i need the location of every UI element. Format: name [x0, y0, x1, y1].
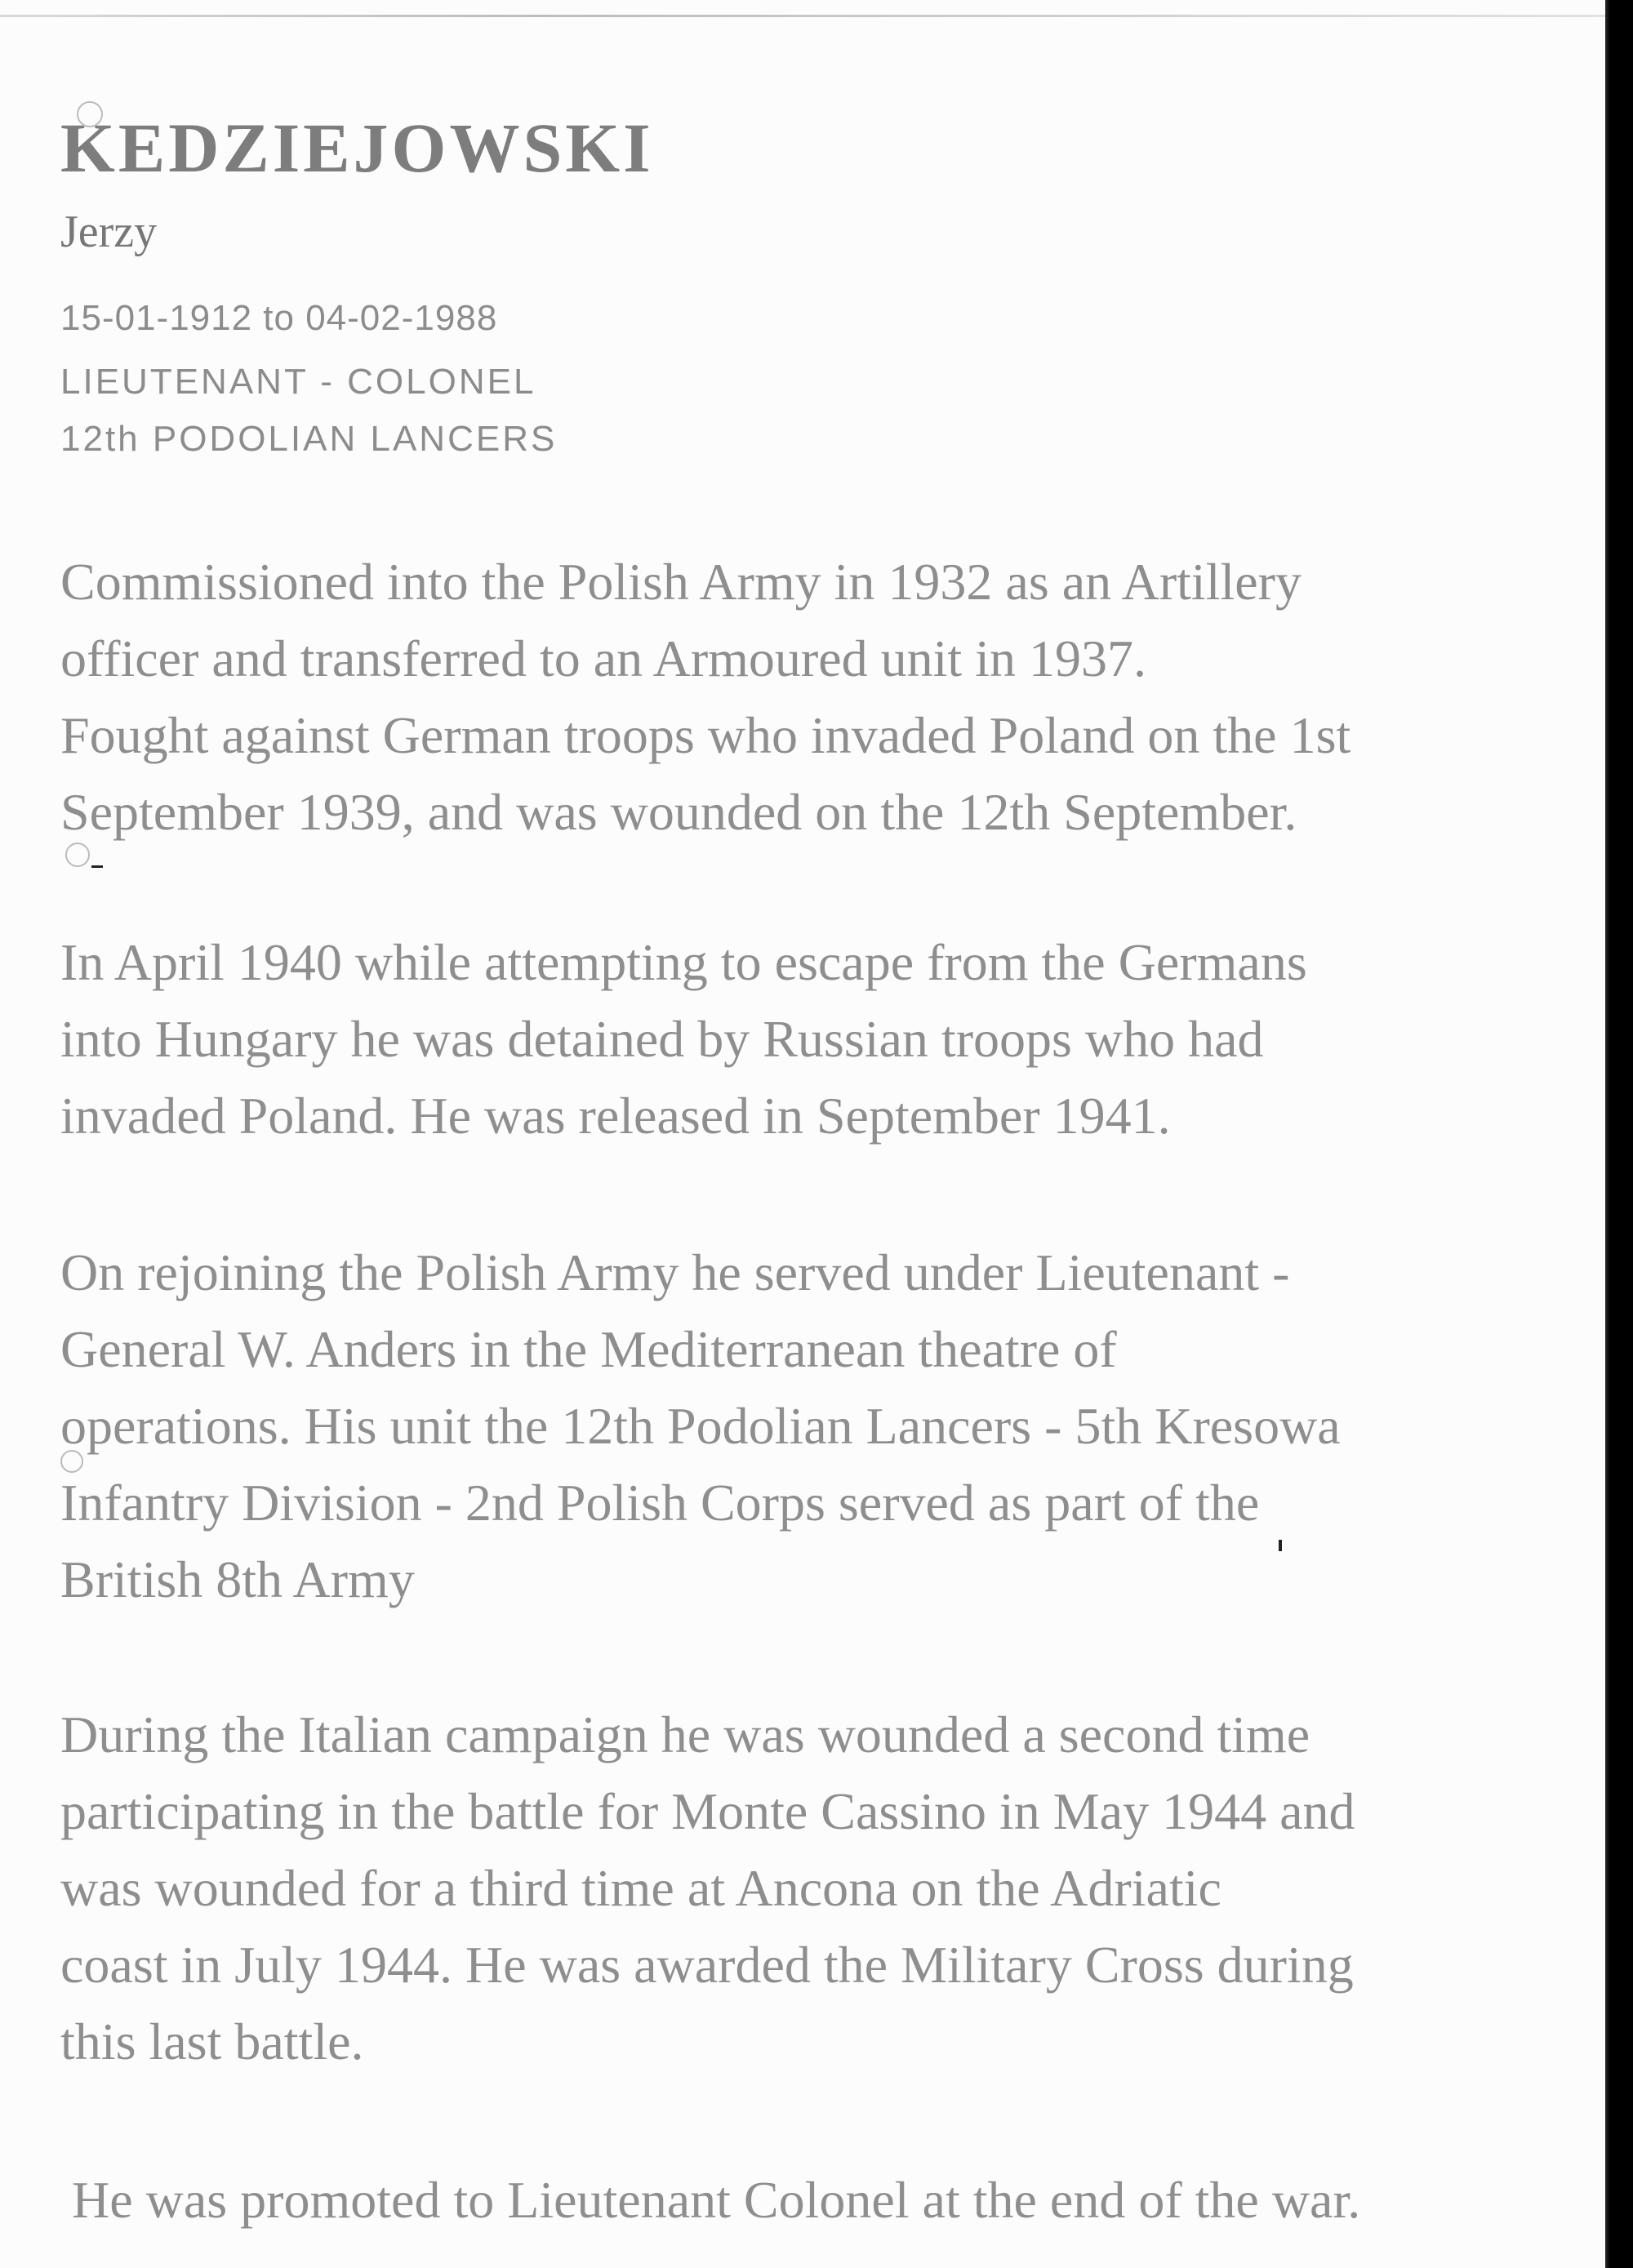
- surname-heading: KEDZIEJOWSKI: [60, 109, 654, 187]
- scan-mark: [91, 865, 103, 868]
- unit-name: 12th PODOLIAN LANCERS: [60, 419, 558, 459]
- text-line: invaded Poland. He was released in September 1941.: [60, 1087, 1171, 1145]
- paragraph-promotion: [72, 2162, 1579, 2239]
- text-line: Fought against German troops who invaded Poland on the 1st: [60, 706, 1351, 764]
- rank: LIEUTENANT - COLONEL: [60, 362, 536, 402]
- text-line: Infantry Division - 2nd Polish Corps served as part of the: [60, 1474, 1260, 1532]
- text-line: participating in the battle for Monte Cassino in May 1944 and: [60, 1782, 1355, 1840]
- life-dates: 15-01-1912 to 04-02-1988: [60, 298, 498, 338]
- text-line: During the Italian campaign he was wounded a second time: [60, 1705, 1310, 1763]
- text-line: He was promoted to Lieutenant Colonel at the end of the war.: [72, 2171, 1361, 2229]
- text-line: into Hungary he was detained by Russian troops who had: [60, 1010, 1264, 1068]
- text-line: British 8th Army: [60, 1550, 415, 1608]
- scan-mark: [1279, 1540, 1282, 1551]
- text-line: In April 1940 while attempting to escape from the Germans: [60, 933, 1307, 991]
- scan-speck: [77, 101, 103, 127]
- text-line: General W. Anders in the Mediterranean theatre of: [60, 1320, 1117, 1378]
- text-line: On rejoining the Polish Army he served under Lieutenant -: [60, 1243, 1290, 1301]
- text-line: this last battle.: [60, 2012, 364, 2070]
- text-line: was wounded for a third time at Ancona on the Adriatic: [60, 1859, 1221, 1917]
- paragraph-italian-campaign: [60, 1697, 1568, 2080]
- scan-edge-shadow: [1605, 0, 1633, 2268]
- paragraph-service: [60, 1234, 1568, 1618]
- paragraph-commission: [60, 544, 1568, 851]
- scan-speck: [65, 843, 90, 867]
- given-name: Jerzy: [60, 207, 158, 257]
- paragraph-detention: [60, 924, 1568, 1154]
- page-top-edge: [0, 15, 1607, 17]
- text-line: coast in July 1944. He was awarded the Military Cross during: [60, 1936, 1354, 1994]
- scan-speck: [60, 1450, 83, 1473]
- text-line: Commissioned into the Polish Army in 1932 as an Artillery: [60, 553, 1302, 611]
- text-line: September 1939, and was wounded on the 12th September.: [60, 783, 1297, 841]
- text-line: officer and transferred to an Armoured unit in 1937.: [60, 629, 1146, 687]
- text-line: operations. His unit the 12th Podolian Lancers - 5th Kresowa: [60, 1397, 1341, 1455]
